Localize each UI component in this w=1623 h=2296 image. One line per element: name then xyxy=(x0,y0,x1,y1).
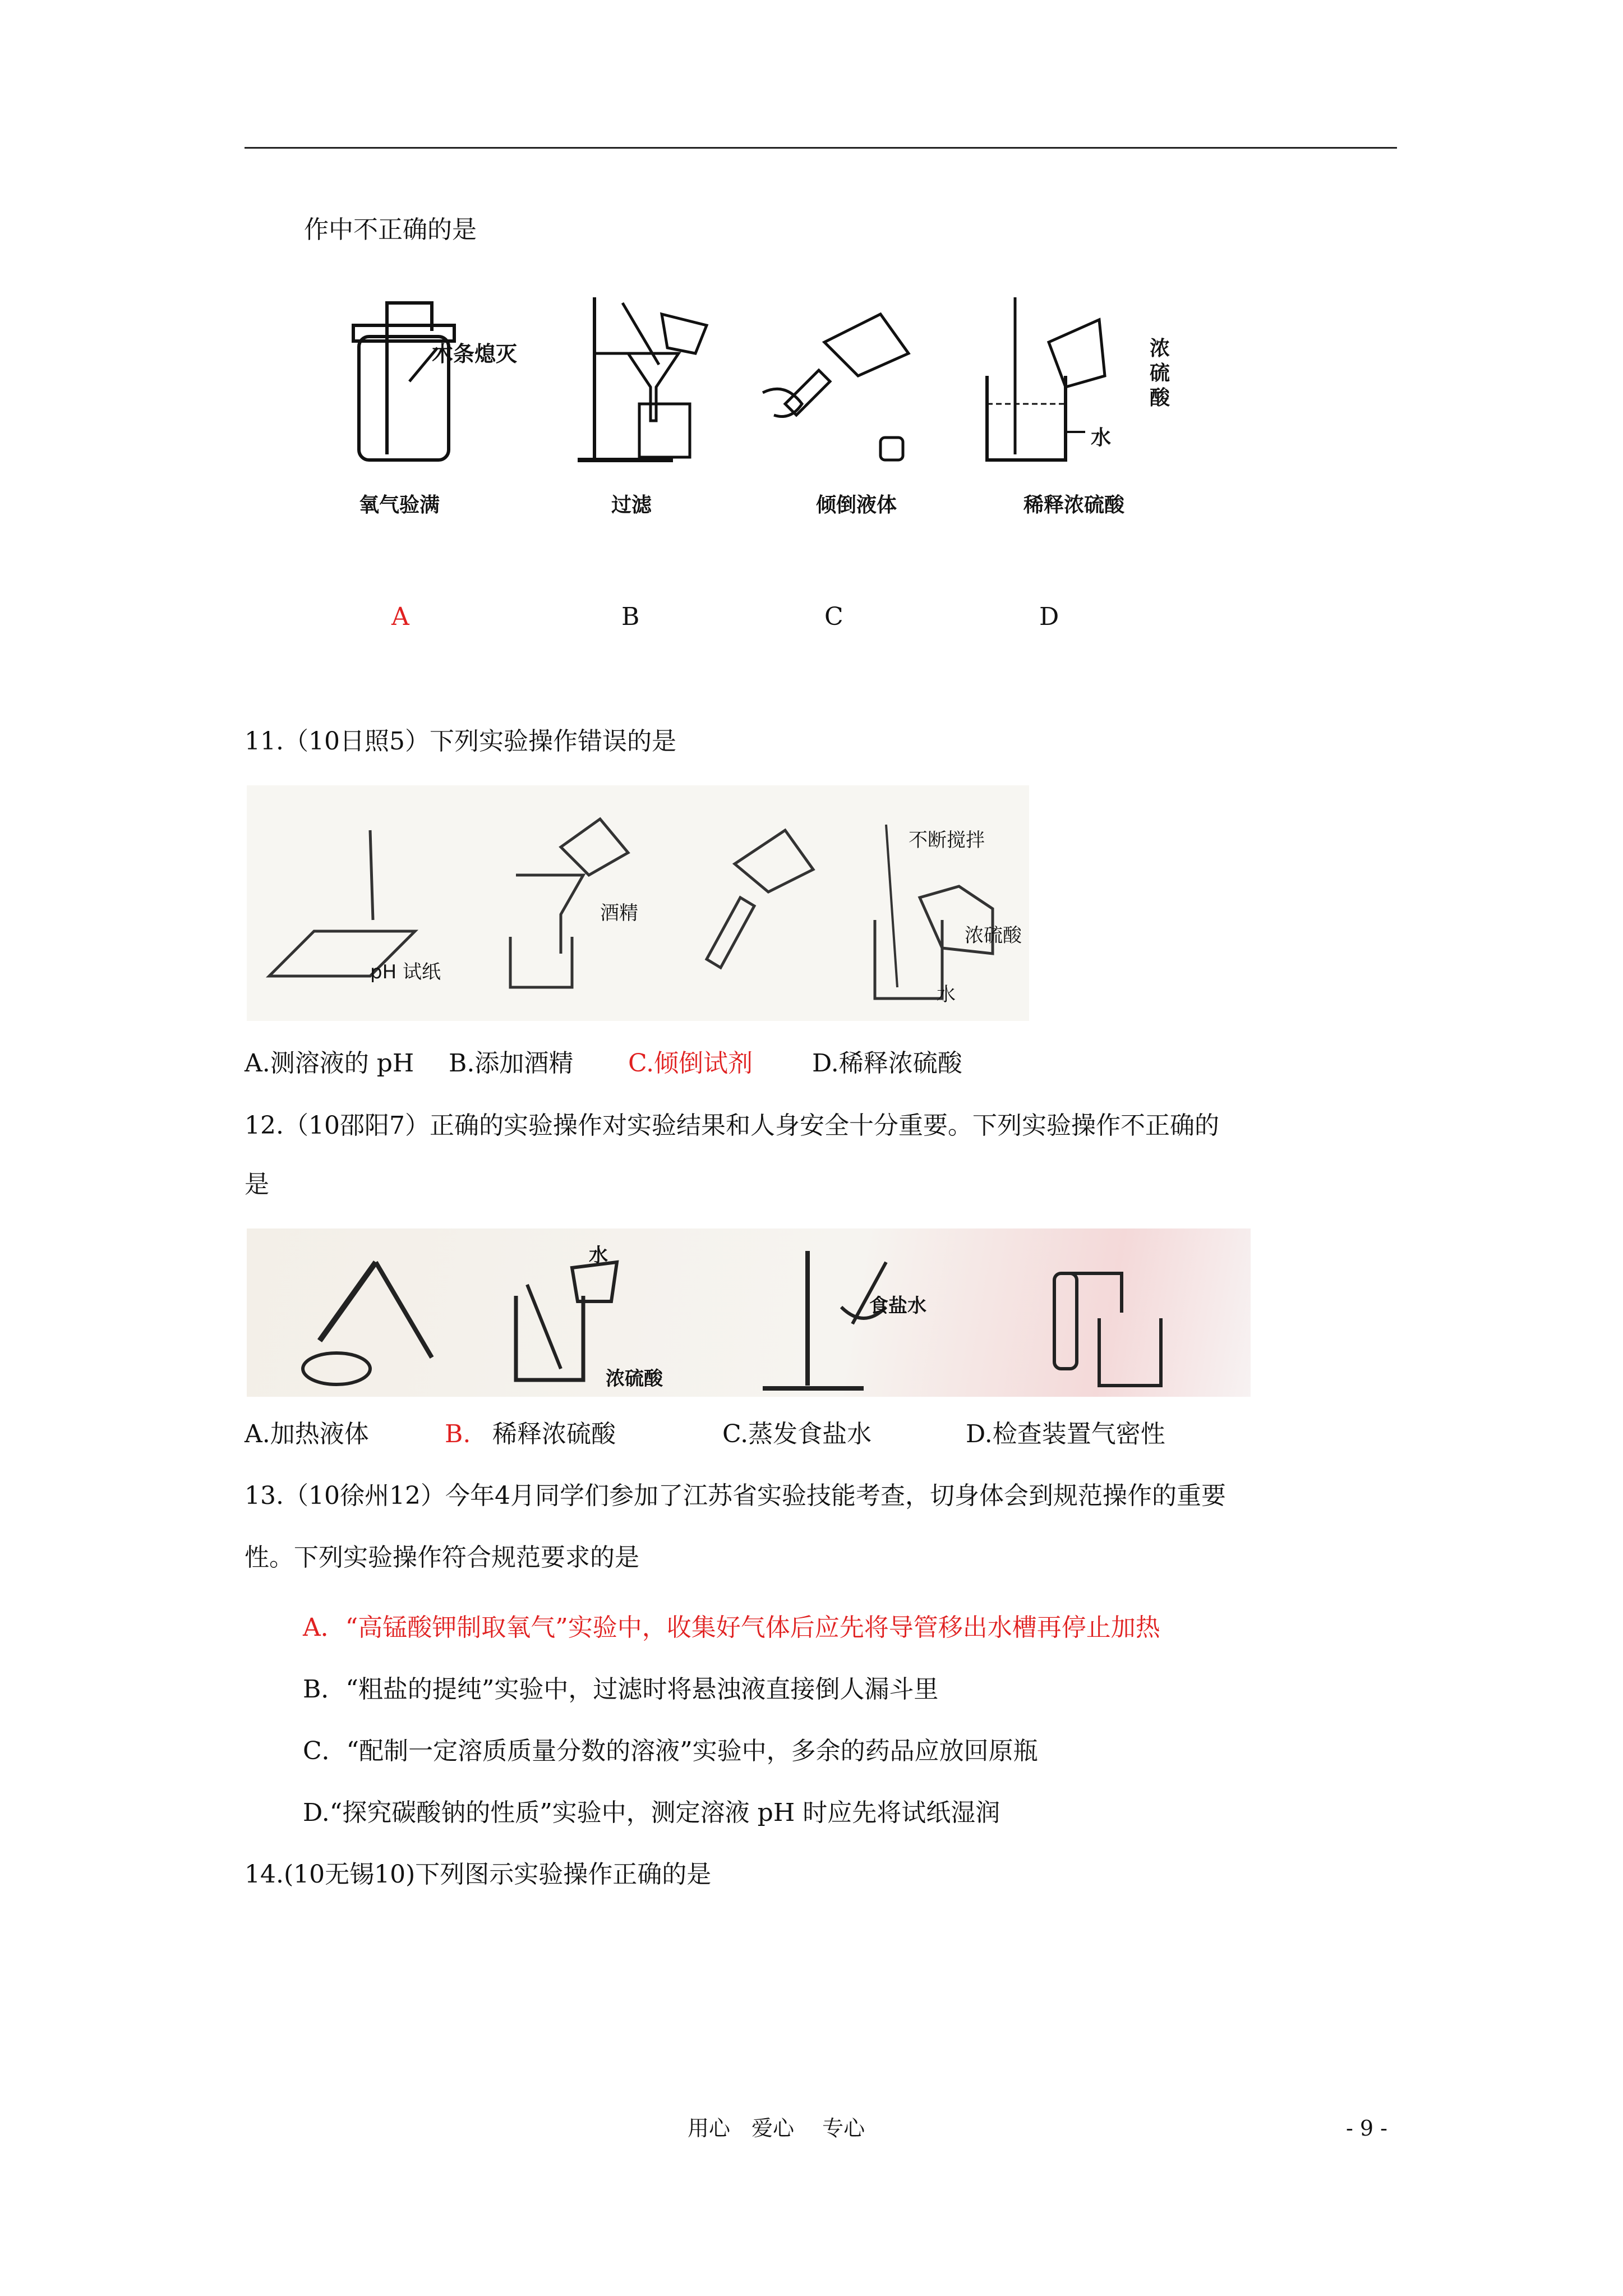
q11-option-c: C.倾倒试剂 xyxy=(628,1049,753,1078)
q10-d-annot-acid: 浓 硫 酸 xyxy=(1150,337,1170,409)
q11-label-stir: 不断搅拌 xyxy=(909,829,985,852)
oxygen-bottle-diagram xyxy=(336,292,482,466)
footer-motto: 用心 爱心 专心 xyxy=(688,2116,865,2141)
q13-option-a: A．“高锰酸钾制取氧气”实验中，收集好气体后应先将导管移出水槽再停止加热 xyxy=(303,1613,1160,1642)
q12-stem-line1: 12.（10邵阳7）正确的实验操作对实验结果和人身安全十分重要。下列实验操作不正确的 xyxy=(245,1111,1219,1140)
q10-option-d: D xyxy=(1039,602,1059,631)
q11-option-b: B.添加酒精 xyxy=(449,1049,574,1078)
caption-d: 稀释浓硫酸 xyxy=(1023,494,1125,517)
q11-label-acid: 浓硫酸 xyxy=(965,924,1022,947)
q10-option-a: A xyxy=(391,602,409,631)
q13-stem-line2: 性。下列实验操作符合规范要求的是 xyxy=(245,1543,639,1572)
q12-option-c: C.蒸发食盐水 xyxy=(722,1420,872,1448)
q10-figure xyxy=(336,292,1178,527)
q12-label-salt: 食盐水 xyxy=(869,1295,926,1317)
caption-c: 倾倒液体 xyxy=(816,494,897,517)
q10-a-annot: 木条熄灭 xyxy=(432,342,518,366)
q10-d-annot-water: 水 xyxy=(1091,426,1112,449)
q12-option-b-letter: B. xyxy=(445,1420,471,1448)
q12-option-a: A.加热液体 xyxy=(245,1420,369,1448)
q12-option-b-text: 稀释浓硫酸 xyxy=(492,1420,616,1448)
q11-option-d: D.稀释浓硫酸 xyxy=(812,1049,962,1078)
q11-stem: 11.（10日照5）下列实验操作错误的是 xyxy=(245,727,676,756)
q13-stem-line1: 13.（10徐州12）今年4月同学们参加了江苏省实验技能考查，切身体会到规范操作的重要 xyxy=(245,1481,1226,1510)
caption-b: 过滤 xyxy=(611,494,652,517)
q12-stem-line2: 是 xyxy=(245,1170,269,1199)
q12-option-d: D.检查装置气密性 xyxy=(966,1420,1165,1448)
q12-apparatus-drawing xyxy=(247,1228,1251,1397)
q10-option-b: B xyxy=(621,602,640,631)
pouring-diagram xyxy=(751,292,920,471)
q12-label-acid: 浓硫酸 xyxy=(606,1368,663,1390)
dilution-diagram xyxy=(987,292,1155,471)
q11-label-water: 水 xyxy=(937,983,956,1006)
page-number: - 9 - xyxy=(1346,2116,1388,2141)
q10-option-c: C xyxy=(824,602,843,631)
q12-figure xyxy=(247,1228,1251,1397)
q14-stem: 14.(10无锡10)下列图示实验操作正确的是 xyxy=(245,1860,712,1889)
q11-option-a: A.测溶液的 pH xyxy=(245,1049,414,1078)
q12-label-water: 水 xyxy=(589,1244,608,1267)
q13-option-d: D.“探究碳酸钠的性质”实验中，测定溶液 pH 时应先将试纸湿润 xyxy=(303,1798,1000,1827)
q11-figure xyxy=(247,785,1029,1021)
q13-option-c: C．“配制一定溶质质量分数的溶液”实验中，多余的药品应放回原瓶 xyxy=(303,1737,1038,1765)
filtration-diagram xyxy=(578,292,723,466)
q11-label-ph: pH 试纸 xyxy=(370,961,441,983)
q10-stem-tail: 作中不正确的是 xyxy=(304,215,477,244)
q11-label-alcohol: 酒精 xyxy=(600,902,638,924)
q13-option-b: B．“粗盐的提纯”实验中，过滤时将悬浊液直接倒人漏斗里 xyxy=(303,1675,939,1704)
header-rule xyxy=(245,147,1397,149)
caption-a: 氧气验满 xyxy=(359,494,440,517)
